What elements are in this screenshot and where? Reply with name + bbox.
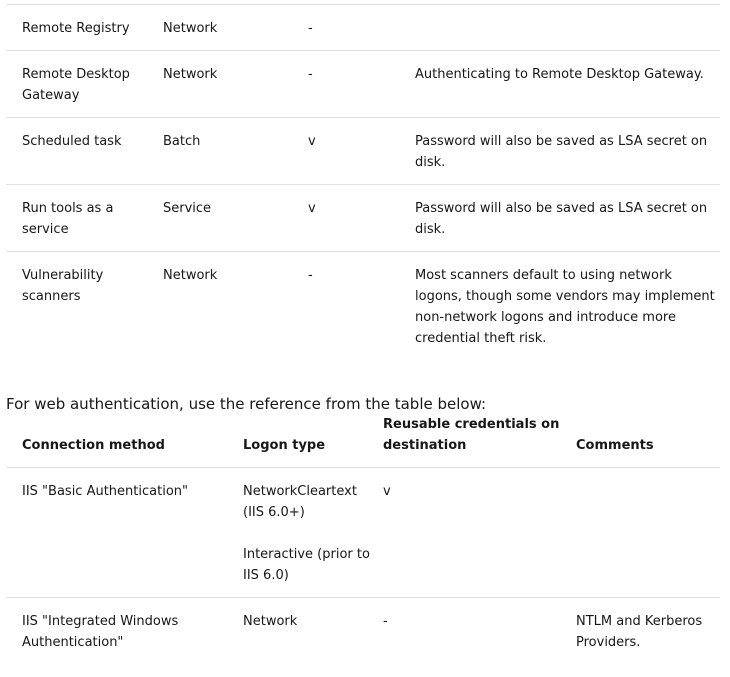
logon-type-cell: Network	[163, 268, 218, 283]
table-row	[6, 118, 720, 185]
connection-method-cell: Scheduled task	[22, 134, 122, 149]
table-row	[6, 5, 720, 51]
logon-type-cell: Service	[163, 201, 212, 216]
logon-type-cell: Batch	[163, 134, 201, 149]
table-row	[6, 51, 720, 118]
connection-method-cell: IIS "Integrated Windows Authentication"	[22, 614, 179, 650]
reusable-credentials-cell: v	[383, 484, 391, 499]
reusable-credentials-cell: v	[308, 201, 316, 216]
connection-method-cell: IIS "Basic Authentication"	[22, 484, 188, 499]
table-row	[6, 185, 720, 252]
table-row	[6, 598, 720, 668]
logon-type-gap	[243, 523, 373, 544]
header-connection-method: Connection method	[22, 438, 165, 453]
logon-types-table	[6, 4, 720, 360]
table-header-row	[6, 408, 720, 468]
comments-cell: Password will also be saved as LSA secret on disk.	[415, 201, 708, 237]
connection-method-cell: Remote Desktop Gateway	[22, 67, 130, 103]
table-row	[6, 252, 720, 360]
connection-method-cell: Vulnerability scanners	[22, 268, 104, 304]
logon-type-cell: Network	[243, 614, 298, 629]
reusable-credentials-cell: -	[308, 268, 313, 283]
logon-type-value: NetworkCleartext (IIS 6.0+)	[243, 484, 357, 520]
comments-cell: NTLM and Kerberos Providers.	[576, 614, 703, 650]
comments-cell: Authenticating to Remote Desktop Gateway.	[415, 67, 704, 82]
comments-cell: Most scanners default to using network logons, though some vendors may implement non-network logons and introduce more credential theft risk.	[415, 268, 715, 346]
logon-type-cell: Network	[163, 21, 218, 36]
connection-method-cell: Remote Registry	[22, 21, 130, 36]
reusable-credentials-cell: v	[308, 134, 316, 149]
header-comments: Comments	[576, 438, 654, 453]
logon-type-value: Interactive (prior to IIS 6.0)	[243, 547, 370, 583]
reusable-credentials-cell: -	[383, 614, 388, 629]
connection-method-cell: Run tools as a service	[22, 201, 114, 237]
reusable-credentials-cell: -	[308, 67, 313, 82]
web-authentication-table	[6, 408, 720, 668]
header-logon-type: Logon type	[243, 438, 326, 453]
logon-type-cell	[243, 481, 373, 586]
web-authentication-paragraph: For web authentication, use the reference from the table below:	[6, 395, 487, 413]
table-row	[6, 468, 720, 598]
reusable-credentials-cell: -	[308, 21, 313, 36]
comments-cell: Password will also be saved as LSA secret on disk.	[415, 134, 708, 170]
header-reusable-credentials: Reusable credentials on destination	[383, 417, 560, 453]
logon-type-cell: Network	[163, 67, 218, 82]
